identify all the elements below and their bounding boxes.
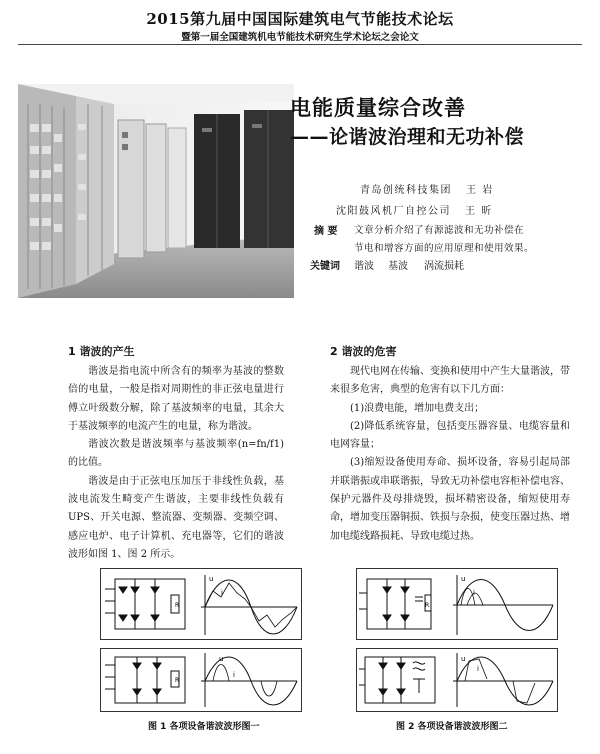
axis-label: i [473,589,475,597]
axis-label: i [477,665,479,673]
author-line-1 [360,181,494,196]
author-line-2 [336,202,493,217]
paragraph: 谐波是指电流中所含有的频率为基波的整数倍的电量，一般是指对周期性的非正弦电量进行傅立叶级数分解，除了基波频率的电量，其余大于基波频率的电流产生的电量，称为谐波。 [68,366,284,432]
middle-cabinets [118,120,186,258]
author-org: 沈阳鼓风机厂自控公司 [336,206,451,217]
axis-label: u [219,655,224,663]
abstract-text-line-1: 文章分析介绍了有源滤波和无功补偿在 [354,225,525,236]
section-2-heading: 2 谐波的危害 [330,345,397,358]
rectifier-waveform-diagram [357,569,557,639]
paragraph: 谐波是由于正弦电压加压于非线性负载，基波电流发生畸变产生谐波，主要非线性负载有 UPS、开关电源、整流器、变频器、变频空调、感应电炉、电子计算机、充电器等，它们的谐波波形如图 1、图 2 所示。 [68,475,284,560]
rectifier-waveform-diagram [101,569,301,639]
keyword: 谐波 [354,261,374,272]
header-rule [18,44,582,45]
conference-title: 2015第九届中国国际建筑电气节能技术论坛 [146,10,454,28]
keyword: 涡流损耗 [424,261,464,272]
paragraph: 现代电网在传输、变换和使用中产生大量谐波，带来很多危害，典型的危害有以下几方面： [330,366,570,396]
keywords-label: 关键词 [310,261,340,272]
section-1-body [68,363,284,564]
left-cabinet-row [18,84,114,298]
author-name: 王 岩 [466,185,494,196]
author-name: 王 昕 [465,206,493,217]
resistor-label: R [175,602,180,609]
dark-cabinets [194,110,294,248]
figure-2-top-panel [356,568,558,640]
resistor-label: R [175,677,180,684]
abstract-text-line-2: 节电和增容方面的应用原理和使用效果。 [354,243,535,254]
paragraph: (1)浪费电能，增加电费支出； [350,402,485,414]
article-title: 电能质量综合改善 [290,96,466,120]
resistor-label: R [425,602,430,609]
author-org: 青岛创统科技集团 [360,185,452,196]
axis-label: u [209,575,214,583]
keyword: 基波 [388,261,408,272]
paragraph: 谐波次数是谐波频率与基波频率(n=fn/f1)的比值。 [68,439,284,469]
axis-label: u [461,575,466,583]
figure-1-top-panel [100,568,302,640]
axis-label: u [461,655,466,663]
figure-1-bottom-panel [100,648,302,712]
abstract-label: 摘 要 [314,226,338,237]
rectifier-waveform-diagram [101,649,301,711]
figure-1-caption: 图 1 各项设备谐波波形图一 [148,722,260,732]
section-1-heading: 1 谐波的产生 [68,345,135,358]
section-2-body [330,363,570,546]
paragraph: (2)降低系统容量，包括变压器容量、电缆容量和电网容量； [330,420,570,451]
paragraph: (3)缩短设备使用寿命、损坏设备，容易引起局部并联谐振或串联谐振，导致无功补偿电容柜补偿电容、保护元器件及母排烧毁，损坏精密设备，缩短使用寿命，增加变压器铜损、铁损与杂损，使变压器过热、增加电缆线路损耗、导致电缆过热。 [330,457,570,542]
axis-label: i [233,671,235,679]
conference-subtitle: 暨第一届全国建筑机电节能技术研究生学术论坛之会论文 [181,32,419,43]
figure-2-bottom-panel [356,648,558,712]
rectifier-waveform-diagram [357,649,557,711]
axis-label: i [221,589,223,597]
figure-2-caption: 图 2 各项设备谐波波形图二 [396,722,508,732]
equipment-room-photo [18,84,294,298]
article-subtitle: ——论谐波治理和无功补偿 [290,126,525,148]
